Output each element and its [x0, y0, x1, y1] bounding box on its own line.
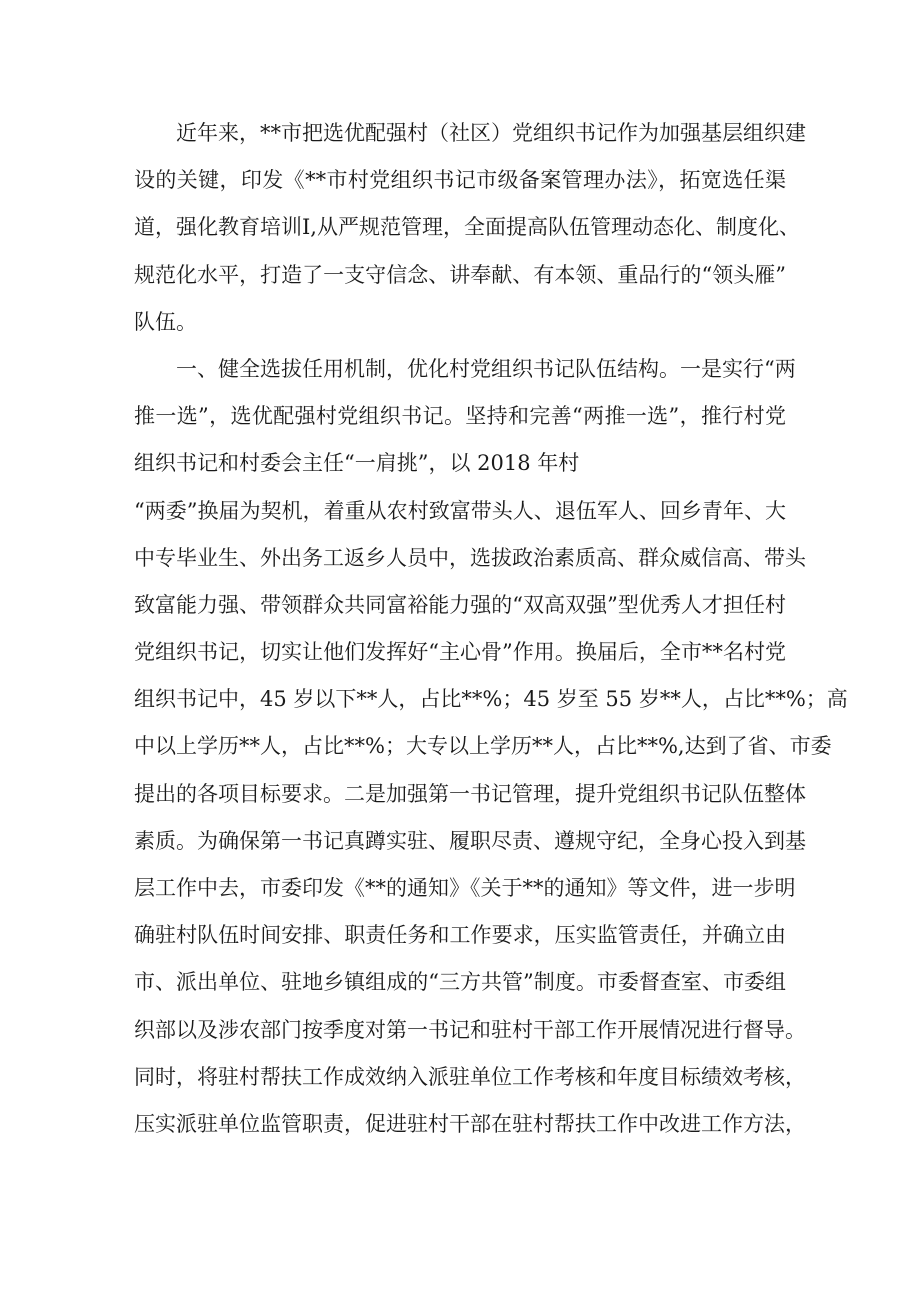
text-line: 层工作中去，市委印发《**的通知》《关于**的通知》等文件，进一步明: [134, 876, 796, 900]
text-line: 织部以及涉农部门按季度对第一书记和驻村干部工作开展情况进行督导。: [134, 1017, 806, 1042]
text-line: “两委”换届为契机，着重从农村致富带头人、退伍军人、回乡青年、大: [134, 498, 786, 523]
text-line: 市、派出单位、驻地乡镇组成的“三方共管”制度。市委督查室、市委组: [134, 970, 786, 995]
text-line: 推一选”，选优配强村党组织书记。坚持和完善“两推一选”，推行村党: [134, 404, 786, 429]
text-line: 中以上学历**人，占比**%；大专以上学历**人，占比**%,达到了省、市委: [134, 734, 832, 759]
text-line: 组织书记和村委会主任“一肩挑”，以 2018 年村: [134, 451, 580, 476]
text-line: 同时，将驻村帮扶工作成效纳入派驻单位工作考核和年度目标绩效考核，: [134, 1064, 806, 1089]
text-line: 设的关键，印发《**市村党组织书记市级备案管理办法》，拓宽选任渠: [134, 168, 786, 193]
paragraph-intro: [134, 110, 806, 346]
text-line: 组织书记中，45 岁以下**人，占比**%；45 岁至 55 岁**人，占比**%；高: [134, 687, 848, 712]
text-line: 道，强化教育培训I,从严规范管理，全面提高队伍管理动态化、制度化、: [134, 215, 800, 240]
text-line: 队伍。: [134, 309, 197, 334]
text-line: 素质。为确保第一书记真蹲实驻、履职尽责、遵规守纪，全身心投入到基: [134, 828, 806, 853]
text-line: 提出的各项目标要求。二是加强第一书记管理，提升党组织书记队伍整体: [134, 781, 806, 806]
paragraph-section-one-continued: [134, 488, 848, 1149]
text-line: 中专毕业生、外出务工返乡人员中，选拔政治素质高、群众威信高、带头: [134, 545, 806, 570]
text-line: 规范化水平，打造了一支守信念、讲奉献、有本领、重品行的“领头雁”: [134, 262, 786, 287]
text-line: 一、健全选拔任用机制，优化村党组织书记队伍结构。一是实行“两: [176, 356, 796, 381]
document-body: [134, 110, 848, 1148]
text-line: 党组织书记，切实让他们发挥好“主心骨”作用。换届后，全市**名村党: [134, 640, 786, 665]
text-line: 压实派驻单位监管职责，促进驻村干部在驻村帮扶工作中改进工作方法，: [134, 1111, 806, 1136]
text-line: 近年来，**市把选优配强村（社区）党组织书记作为加强基层组织建: [176, 121, 806, 145]
text-line: 致富能力强、带领群众共同富裕能力强的“双高双强”型优秀人才担任村: [134, 592, 786, 617]
text-line: 确驻村队伍时间安排、职责任务和工作要求，压实监管责任，并确立由: [134, 923, 786, 948]
paragraph-section-one: [134, 346, 796, 488]
